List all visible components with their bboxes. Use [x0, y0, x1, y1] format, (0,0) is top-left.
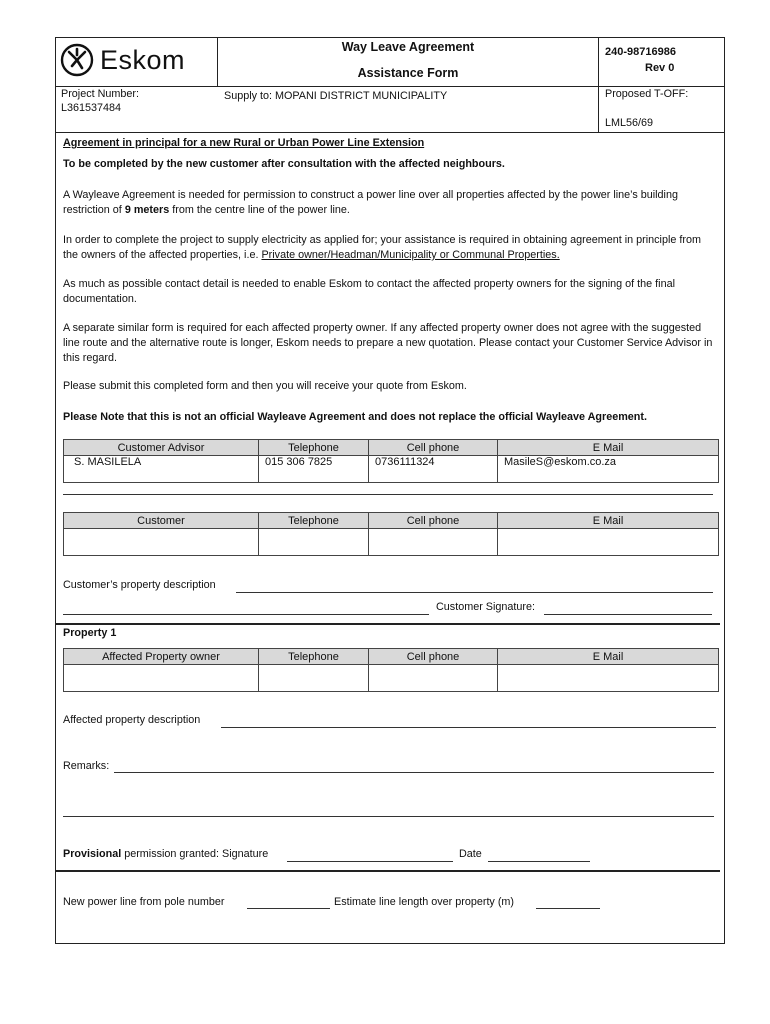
affected-property-description-field[interactable]: [221, 727, 716, 728]
advisor-cellphone: 0736111324: [369, 456, 498, 483]
affected-property-description-label: Affected property description: [63, 714, 201, 726]
customer-property-description-label: Customer’s property description: [63, 579, 216, 591]
customer-header: Customer: [64, 513, 259, 529]
customer-signature-label: Customer Signature:: [436, 601, 536, 613]
provisional-signature-field[interactable]: [287, 861, 453, 862]
form-title-line2: Assistance Form: [357, 66, 459, 80]
property-email-field[interactable]: [498, 665, 719, 692]
project-number-value: L361537484: [61, 102, 122, 114]
p2-text: In order to complete the project to supply electricity as applied for; your assistance is required in obtaining agreement in principle from the owners of the affected properties, i.e.: [63, 234, 701, 261]
advisor-header: Customer Advisor: [64, 440, 259, 456]
brand-name: Eskom: [100, 44, 186, 75]
remarks-field[interactable]: [114, 772, 714, 773]
not-official-note: Please Note that this is not an official Wayleave Agreement and does not replace the official Wayleave Agreement.: [63, 411, 647, 423]
remarks-field-2[interactable]: [63, 816, 714, 817]
document-number: 240-98716986: [605, 46, 676, 58]
bottom-section-divider: [56, 870, 720, 872]
property-owner-header: Affected Property owner: [64, 649, 259, 665]
project-number-label: Project Number:: [61, 88, 140, 100]
property-owner-table: [63, 648, 719, 692]
p1-text-a: A Wayleave Agreement is needed for permission to construct a power line over all properties affected by the power line’s building restriction of: [63, 189, 678, 216]
customer-name-field[interactable]: [64, 529, 259, 556]
customer-telephone-field[interactable]: [259, 529, 369, 556]
advisor-name: S. MASILELA: [64, 456, 259, 483]
eskom-emblem-icon: [60, 43, 94, 77]
property-cellphone-header: Cell phone: [369, 649, 498, 665]
provisional-text: permission granted: Signature: [124, 848, 269, 860]
customer-signature-field[interactable]: [544, 614, 712, 615]
pole-number-label: New power line from pole number: [63, 896, 225, 908]
eskom-logo: [60, 38, 215, 82]
customer-property-description-field-2[interactable]: [63, 614, 429, 615]
customer-telephone-header: Telephone: [259, 513, 369, 529]
property-cellphone-field[interactable]: [369, 665, 498, 692]
customer-email-header: E Mail: [498, 513, 719, 529]
line-length-label: Estimate line length over property (m): [334, 896, 515, 908]
property-heading: Property 1: [63, 627, 117, 639]
paragraph-assistance: [63, 233, 718, 263]
form-title-line1: Way Leave Agreement: [341, 40, 475, 54]
form-frame: [55, 37, 725, 944]
advisor-table: [63, 439, 719, 483]
customer-property-description-field[interactable]: [236, 592, 713, 593]
supply-to: Supply to: MOPANI DISTRICT MUNICIPALITY: [224, 90, 448, 102]
p1-text-b: from the centre line of the power line.: [169, 204, 350, 216]
paragraph-contact: [63, 277, 718, 307]
header-col-divider-2: [598, 37, 599, 132]
provisional-bold: Provisional: [63, 848, 122, 860]
p4-text: A separate similar form is required for each affected property owner. If any affected property owner does not agree with the suggested line route and the alternative route is longer, Eskom needs to prepare a new quotation. Please contact your Customer Service Advisor in this regard.: [63, 322, 713, 364]
property-section-divider: [56, 623, 720, 625]
paragraph-separate-form: [63, 321, 718, 366]
cellphone-header: Cell phone: [369, 440, 498, 456]
email-header: E Mail: [498, 440, 719, 456]
line-length-field[interactable]: [536, 908, 600, 909]
proposed-toff-label: Proposed T-OFF:: [605, 88, 689, 100]
header-bottom-border: [55, 132, 725, 133]
p2-underlined: Private owner/Headman/Municipality or Communal Properties.: [261, 249, 560, 261]
property-telephone-field[interactable]: [259, 665, 369, 692]
customer-cellphone-header: Cell phone: [369, 513, 498, 529]
proposed-toff-value: LML56/69: [605, 117, 654, 129]
pole-number-field[interactable]: [247, 908, 330, 909]
header-divider: [55, 86, 725, 87]
date-field[interactable]: [488, 861, 590, 862]
telephone-header: Telephone: [259, 440, 369, 456]
advisor-telephone: 015 306 7825: [259, 456, 369, 483]
customer-email-field[interactable]: [498, 529, 719, 556]
remarks-label: Remarks:: [63, 760, 110, 772]
customer-table: [63, 512, 719, 556]
agreement-heading: Agreement in principal for a new Rural or Urban Power Line Extension: [63, 137, 425, 149]
date-label: Date: [459, 848, 482, 860]
p3-text: As much as possible contact detail is needed to enable Eskom to contact the affected property owners for the signing of the final documentation.: [63, 278, 675, 305]
document-revision: Rev 0: [645, 62, 675, 74]
property-email-header: E Mail: [498, 649, 719, 665]
section-separator: [63, 494, 713, 495]
advisor-email: MasileS@eskom.co.za: [498, 456, 719, 483]
property-owner-field[interactable]: [64, 665, 259, 692]
paragraph-submit: Please submit this completed form and then you will receive your quote from Eskom.: [63, 380, 467, 392]
provisional-permission: [63, 848, 268, 860]
property-telephone-header: Telephone: [259, 649, 369, 665]
customer-cellphone-field[interactable]: [369, 529, 498, 556]
paragraph-restriction: [63, 188, 718, 218]
p1-bold: 9 meters: [124, 204, 170, 216]
agreement-subheading: To be completed by the new customer after consultation with the affected neighbours.: [63, 158, 505, 170]
